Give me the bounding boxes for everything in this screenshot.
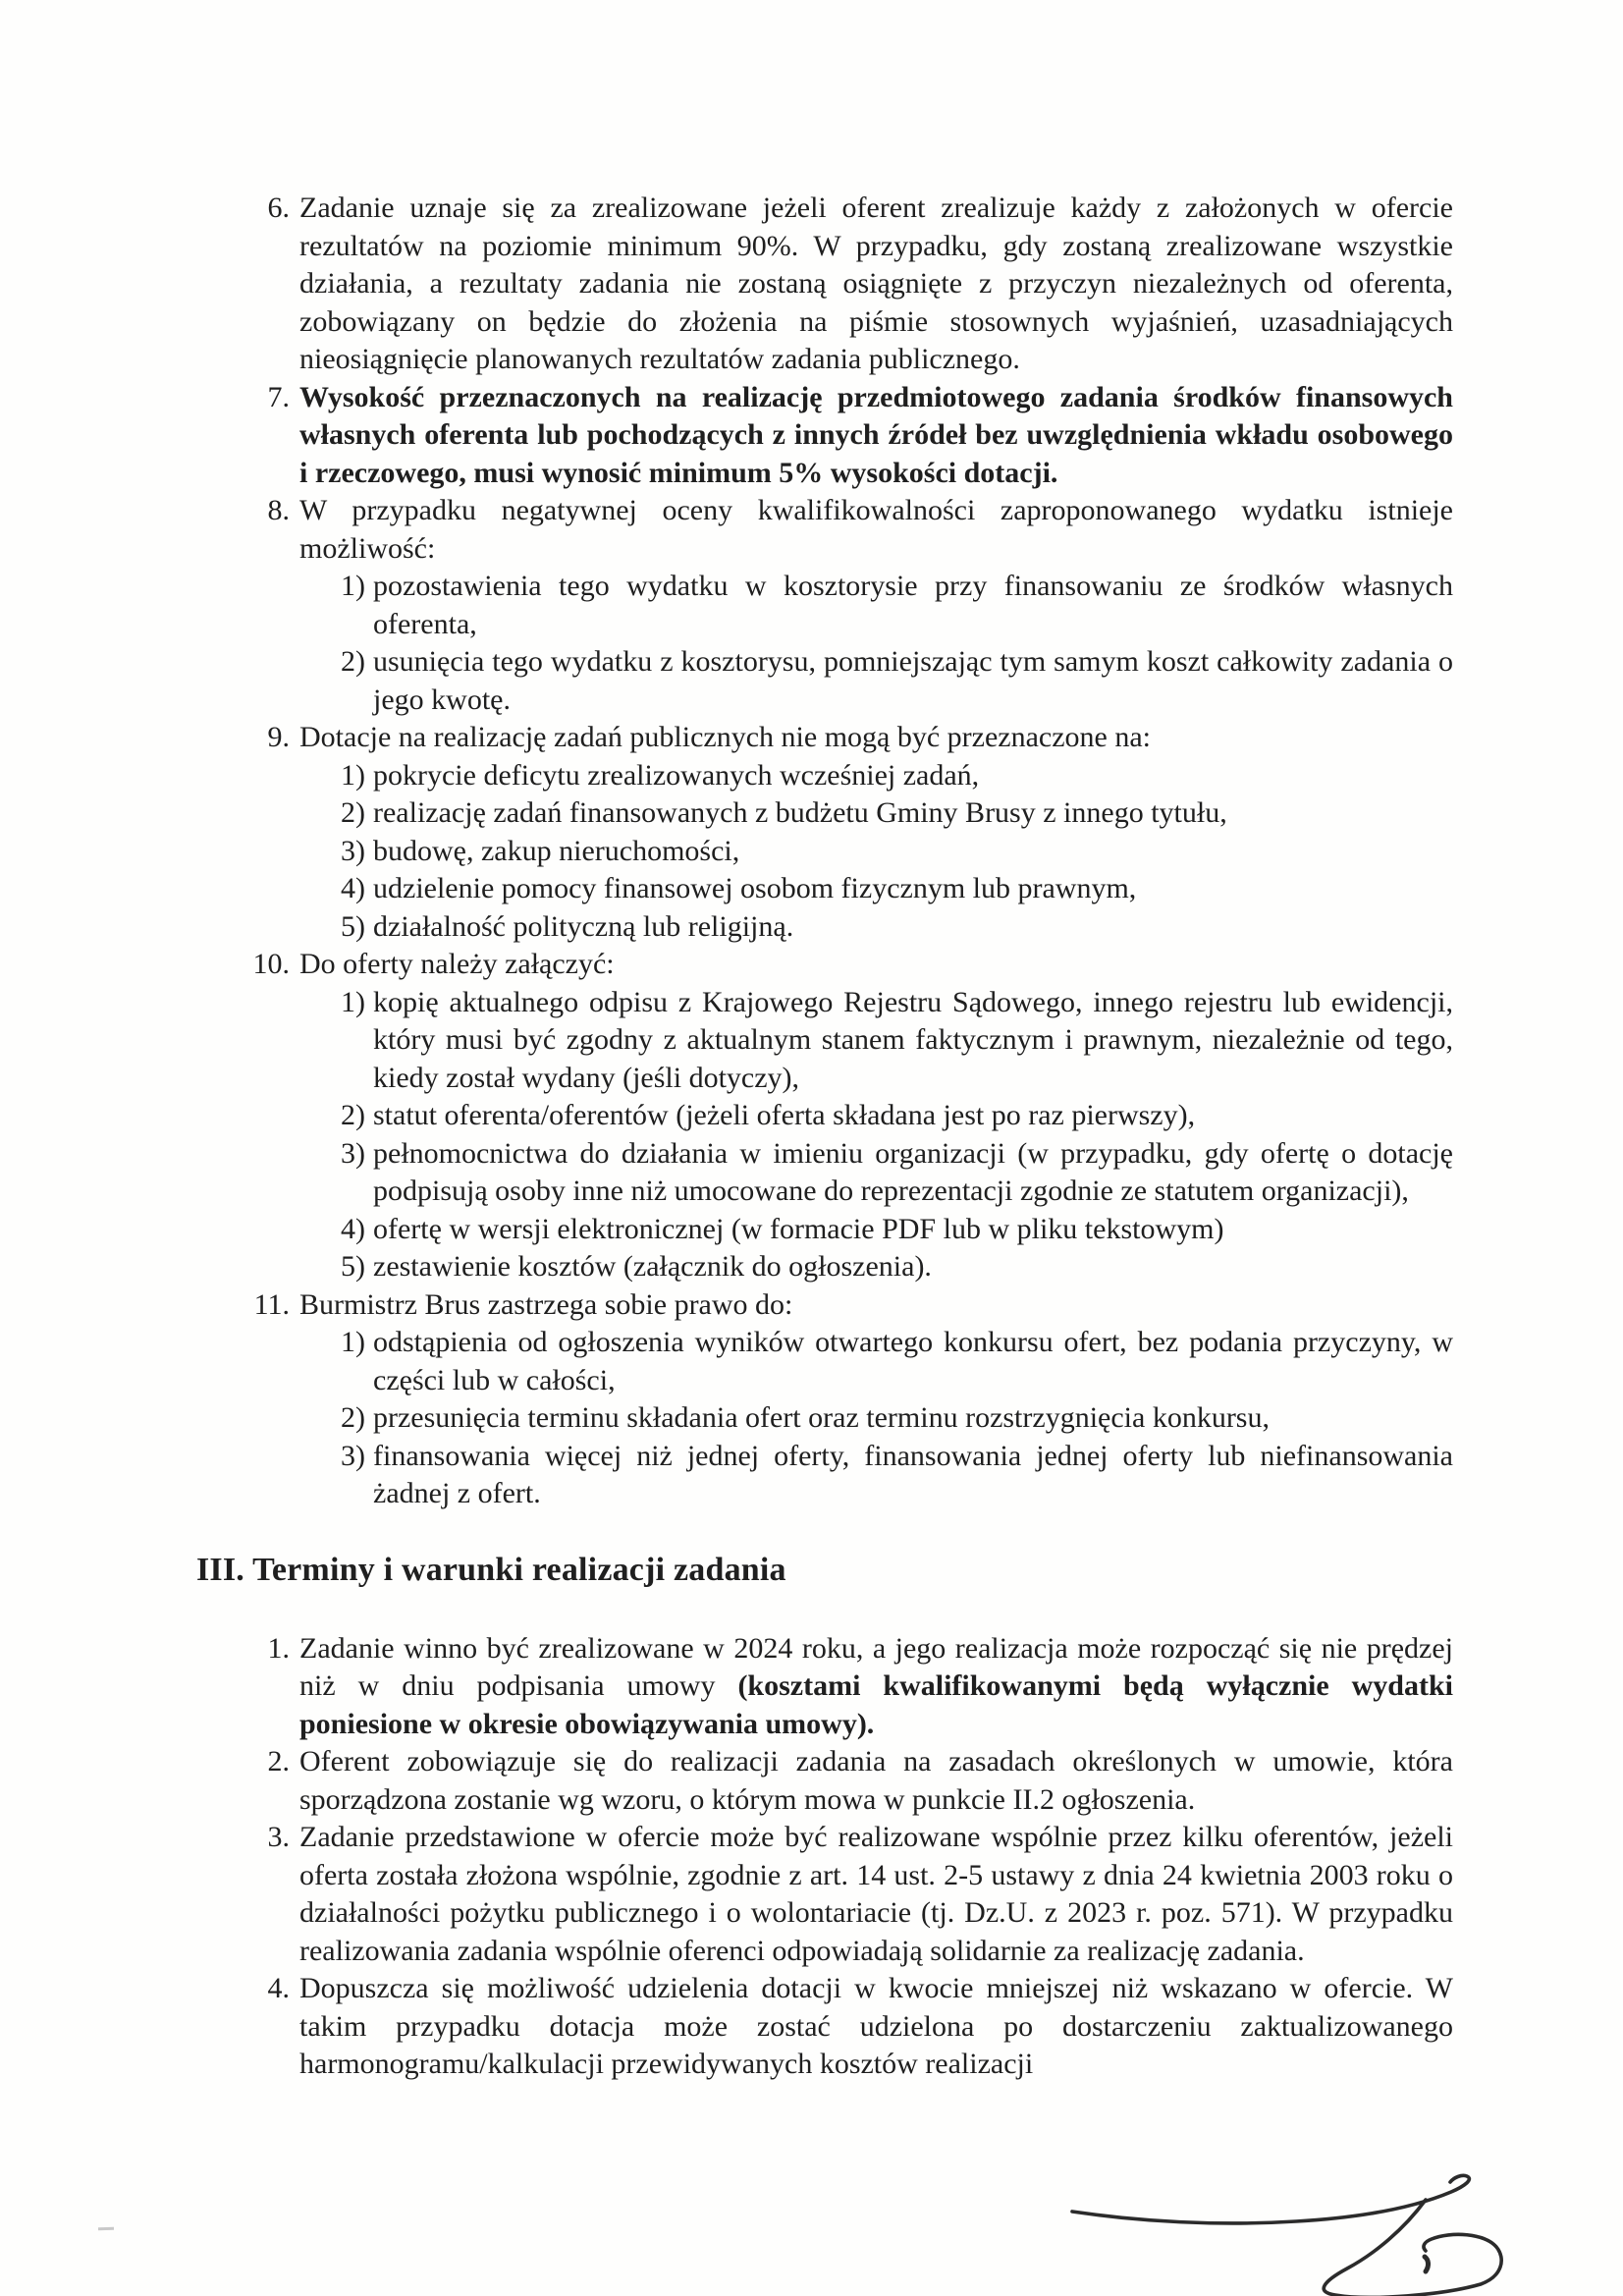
item-text <box>299 379 1453 493</box>
item-number: 8. <box>267 494 290 526</box>
text-run: W przypadku negatywnej oceny kwalifikowalności zaproponowanego wydatku istnieje możliwość: <box>299 494 1453 565</box>
item-number: 11. <box>253 1287 290 1321</box>
sub-item-text <box>373 833 1453 871</box>
sub-item-number: 1) <box>341 1326 365 1358</box>
text-run: usunięcia tego wydatku z kosztorysu, pomniejszając tym samym koszt całkowity zadania o jego kwotę. <box>373 645 1453 716</box>
item-text <box>299 1970 1453 2084</box>
sub-item-number: 1) <box>341 570 365 602</box>
text-run: Zadanie winno być zrealizowane w 2024 roku, a jego realizacja może rozpocząć się nie prędzej niż w dniu podpisania umowy <box>299 1631 1453 1702</box>
text-run: przesunięcia terminu składania ofert oraz terminu rozstrzygnięcia konkursu, <box>373 1401 1270 1434</box>
item-text <box>299 1743 1453 1819</box>
bold-text-run: (kosztami kwalifikowanymi będą wyłącznie wydatki poniesione w okresie obowiązywania umowy). <box>299 1669 1453 1740</box>
text-run: kopię aktualnego odpisu z Krajowego Rejestru Sądowego, innego rejestru lub ewidencji, który musi być zgodny z aktualnym stanem faktycznym i prawnym, niezależnie od tego, kiedy został wydany (jeśli dotyczy), <box>373 985 1453 1094</box>
list-item-3 <box>267 1819 1453 1970</box>
sub-item-text <box>373 870 1453 908</box>
sub-item-text <box>373 1097 1453 1135</box>
scan-margin-mark <box>98 2227 114 2231</box>
text-run: Oferent zobowiązuje się do realizacji zadania na zasadach określonych w umowie, która sporządzona zostanie wg wzoru, o którym mowa w punkcie II.2 ogłoszenia. <box>299 1745 1453 1816</box>
item-number: 10. <box>252 948 290 980</box>
sub-item-1 <box>341 1324 1453 1399</box>
sub-item-text <box>373 1399 1453 1438</box>
text-run: Zadanie przedstawione w ofercie może być realizowane wspólnie przez kilku oferentów, jeżeli oferta została złożona wspólnie, zgodnie z art. 14 ust. 2-5 ustawy z dnia 24 kwietnia 2003 roku o działalności pożytku publicznego i o wolontariacie (tj. Dz.U. z 2023 r. poz. 571). W przypadku realizowania zadania wspólnie oferenci odpowiadają solidarnie za realizację zadania. <box>299 1821 1453 1967</box>
text-run: statut oferenta/oferentów (jeżeli oferta składana jest po raz pierwszy), <box>373 1099 1196 1131</box>
document-content <box>196 190 1453 2084</box>
sub-list <box>341 984 1453 1286</box>
text-run: udzielenie pomocy finansowej osobom fizycznym lub prawnym, <box>373 872 1137 904</box>
item-number: 9. <box>267 721 290 753</box>
scribble-strike-stroke <box>1072 2175 1469 2223</box>
item-number: 6. <box>267 191 290 224</box>
item-number: 7. <box>267 380 290 413</box>
item-text <box>299 946 1453 984</box>
text-run: Do oferty należy załączyć: <box>299 948 615 980</box>
text-run: budowę, zakup nieruchomości, <box>373 834 740 867</box>
sub-item-text <box>373 1438 1453 1513</box>
sub-item-text <box>373 1324 1453 1399</box>
list-item-4 <box>267 1970 1453 2084</box>
sub-item-4 <box>341 1211 1453 1249</box>
text-run: Dotacje na realizację zadań publicznych nie mogą być przeznaczone na: <box>299 721 1152 753</box>
section-iii-heading: III. Terminy i warunki realizacji zadania <box>196 1551 786 1588</box>
text-run: Burmistrz Brus zastrzega sobie prawo do: <box>299 1287 793 1321</box>
sub-item-number: 2) <box>341 645 365 678</box>
text-run: realizację zadań finansowanych z budżetu Gminy Brusy z innego tytułu, <box>373 796 1227 829</box>
list-item-11 <box>253 1286 1453 1513</box>
item-text <box>299 719 1453 757</box>
sub-item-1 <box>341 757 1453 795</box>
sub-item-1 <box>341 568 1453 643</box>
item-number: 1. <box>267 1631 290 1665</box>
list-item-1 <box>267 1630 1453 1744</box>
list-item-6 <box>267 190 1453 379</box>
sub-item-number: 1) <box>341 985 365 1018</box>
sub-item-4 <box>341 870 1453 908</box>
sub-item-text <box>373 757 1453 795</box>
sub-item-text <box>373 984 1453 1098</box>
text-run: zestawienie kosztów (załącznik do ogłoszenia). <box>373 1250 932 1283</box>
text-run: odstąpienia od ogłoszenia wyników otwartego konkursu ofert, bez podania przyczyny, w części lub w całości, <box>373 1326 1453 1396</box>
sub-item-number: 2) <box>341 796 365 829</box>
sub-item-number: 3) <box>341 1439 365 1472</box>
sub-item-number: 2) <box>341 1099 365 1131</box>
sub-list <box>341 1324 1453 1513</box>
item-text <box>299 1819 1453 1970</box>
sub-item-2 <box>341 794 1453 833</box>
scribble-loop-stroke <box>1324 2200 1501 2296</box>
sub-item-2 <box>341 1097 1453 1135</box>
text-run: finansowania więcej niż jednej oferty, finansowania jednej oferty lub niefinansowania żadnej z ofert. <box>373 1439 1453 1509</box>
sub-item-number: 3) <box>341 1136 365 1170</box>
sub-item-1 <box>341 984 1453 1098</box>
section-iii-list <box>267 1630 1453 2084</box>
item-text <box>299 190 1453 379</box>
sub-item-text <box>373 643 1453 719</box>
list-item-10 <box>252 946 1453 1286</box>
item-text <box>299 492 1453 568</box>
scribble-comma-mark <box>1425 2257 1429 2271</box>
sub-item-text <box>373 1135 1453 1211</box>
text-run: pokrycie deficytu zrealizowanych wcześniej zadań, <box>373 758 980 792</box>
sub-item-number: 4) <box>341 1212 365 1245</box>
sub-item-text <box>373 1211 1453 1249</box>
item-text <box>299 1286 1453 1325</box>
text-run: ofertę w wersji elektronicznej (w formacie PDF lub w pliku tekstowym) <box>373 1212 1224 1245</box>
sub-item-number: 5) <box>341 909 365 943</box>
signature-scribble <box>1041 2156 1532 2296</box>
sub-item-number: 1) <box>341 758 365 792</box>
list-item-7 <box>267 379 1453 493</box>
list-item-8 <box>267 492 1453 719</box>
sub-list <box>341 757 1453 947</box>
item-number: 2. <box>267 1745 290 1777</box>
bold-text-run: Wysokość przeznaczonych na realizację przedmiotowego zadania środków finansowych własnych oferenta lub pochodzących z innych źródeł bez uwzględnienia wkładu osobowego i rzeczowego, musi wynosić minimum 5% wysokości dotacji. <box>299 380 1453 489</box>
text-run: działalność polityczną lub religijną. <box>373 909 794 943</box>
sub-item-number: 2) <box>341 1401 365 1434</box>
sub-item-5 <box>341 908 1453 947</box>
sub-item-number: 4) <box>341 872 365 904</box>
text-run: Dopuszcza się możliwość udzielenia dotacji w kwocie mniejszej niż wskazano w ofercie. W takim przypadku dotacja może zostać udzielona po dostarczeniu zaktualizowanego harmonogramu/kalkulacji przewidywanych kosztów realizacji <box>299 1972 1453 2080</box>
sub-item-5 <box>341 1248 1453 1286</box>
text-run: pełnomocnictwa do działania w imieniu organizacji (w przypadku, gdy ofertę o dotację podpisują osoby inne niż umocowane do reprezentacji zgodnie ze statutem organizacji), <box>373 1136 1453 1207</box>
section-ii-list <box>252 190 1453 1513</box>
sub-item-text <box>373 794 1453 833</box>
sub-item-3 <box>341 833 1453 871</box>
sub-item-number: 5) <box>341 1250 365 1283</box>
item-text <box>299 1630 1453 1744</box>
text-run: Zadanie uznaje się za zrealizowane jeżeli oferent zrealizuje każdy z założonych w ofercie rezultatów na poziomie minimum 90%. W przypadku, gdy zostaną zrealizowane wszystkie działania, a rezultaty zadania nie zostaną osiągnięte z przyczyn niezależnych od oferenta, zobowiązany on będzie do złożenia na piśmie stosownych wyjaśnień, uzasadniających nieosiągnięcie planowanych rezultatów zadania publicznego. <box>299 191 1453 375</box>
sub-item-text <box>373 908 1453 947</box>
list-item-9 <box>267 719 1453 946</box>
sub-item-3 <box>341 1438 1453 1513</box>
sub-item-2 <box>341 643 1453 719</box>
sub-list <box>341 568 1453 719</box>
sub-item-3 <box>341 1135 1453 1211</box>
sub-item-text <box>373 1248 1453 1286</box>
item-number: 3. <box>267 1821 290 1853</box>
sub-item-number: 3) <box>341 834 365 867</box>
item-number: 4. <box>267 1972 290 2004</box>
text-run: pozostawienia tego wydatku w kosztorysie przy finansowaniu ze środków własnych oferenta, <box>373 570 1453 640</box>
sub-item-text <box>373 568 1453 643</box>
sub-item-2 <box>341 1399 1453 1438</box>
list-item-2 <box>267 1743 1453 1819</box>
